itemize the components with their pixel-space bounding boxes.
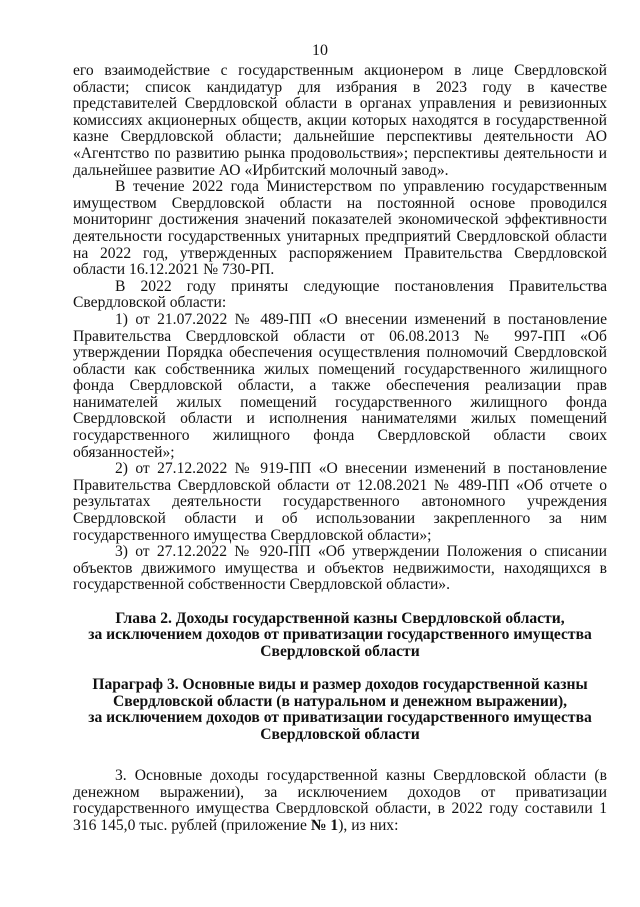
chapter-heading [73, 611, 607, 661]
list-item-resolution-3: 3) от 27.12.2022 № 920-ПП «Об утверждении Положения о списании объектов движимого имущества и объектов недвижимости, находящихся в государственной собственности Свердловской области». [73, 543, 607, 594]
list-item-resolution-1: 1) от 21.07.2022 № 489-ПП «О внесении изменений в постановление Правительства Свердловской области от 06.08.2013 № 997-ПП «Об утверждении Порядка обеспечения осуществления полномочий Свердловской области как собственника жилых помещений государственного жилищного фонда Свердловской области, а также обеспечения реализации прав нанимателей жилых помещений государственного жилищного фонда Свердловской области и исполнения нанимателями жилых помещений государственного жилищного фонда Свердловской области своих обязанностей»; [73, 310, 607, 461]
section-3-text [73, 768, 607, 834]
paragraph-heading-line-3: за исключением доходов от приватизации государственного имущества [88, 709, 592, 727]
section-3-end: ), из них: [338, 816, 399, 834]
section-3-main: 3. Основные доходы государственной казны Свердловской области (в денежном выражении), за исключением доходов от приватизации государственного имущества Свердловской области, в 2022 году составили 1 316 145,0 тыс. рублей (приложение [73, 766, 607, 834]
appendix-reference: № 1 [310, 816, 339, 834]
paragraph-heading-line-4: Свердловской области [260, 725, 420, 743]
chapter-heading-line-2: за исключением доходов от приватизации государственного имущества [88, 626, 592, 644]
paragraph-heading-line-1: Параграф 3. Основные виды и размер доходов государственной казны [92, 675, 588, 693]
document-body [73, 63, 607, 834]
chapter-heading-line-1: Глава 2. Доходы государственной казны Свердловской области, [115, 609, 565, 627]
paragraph-heading [73, 677, 607, 743]
paragraph-continuation: его взаимодействие с государственным акционером в лице Свердловской области; список кандидатур для избрания в 2023 году в качестве представителей Свердловской области в органах управления и ревизионных комиссиях акционерных обществ, акции которых находятся в государственной казне Свердловской области; дальнейшие перспективы деятельности АО «Агентство по развитию рынка продовольствия»; перспективы деятельности и дальнейшее развитие АО «Ирбитский молочный завод». [73, 62, 607, 179]
paragraph-monitoring: В течение 2022 года Министерством по управлению государственным имуществом Свердловской области на постоянной основе проводился мониторинг достижения значений показателей экономической эффективности деятельности государственных унитарных предприятий Свердловской области на 2022 год, утвержденных распоряжением Правительства Свердловской области 16.12.2021 № 730-РП. [73, 178, 607, 279]
page-number: 10 [312, 42, 328, 59]
paragraph-resolutions-intro: В 2022 году приняты следующие постановления Правительства Свердловской области: [73, 277, 607, 312]
paragraph-heading-line-2: Свердловской области (в натуральном и денежном выражении), [112, 692, 568, 710]
list-item-resolution-2: 2) от 27.12.2022 № 919-ПП «О внесении изменений в постановление Правительства Свердловской области от 12.08.2021 № 489-ПП «Об отчете о результатах деятельности государственного автономного учреждения Свердловской области и об использовании закрепленного за ним государственного имущества Свердловской области»; [73, 460, 607, 544]
chapter-heading-line-3: Свердловской области [260, 642, 420, 660]
